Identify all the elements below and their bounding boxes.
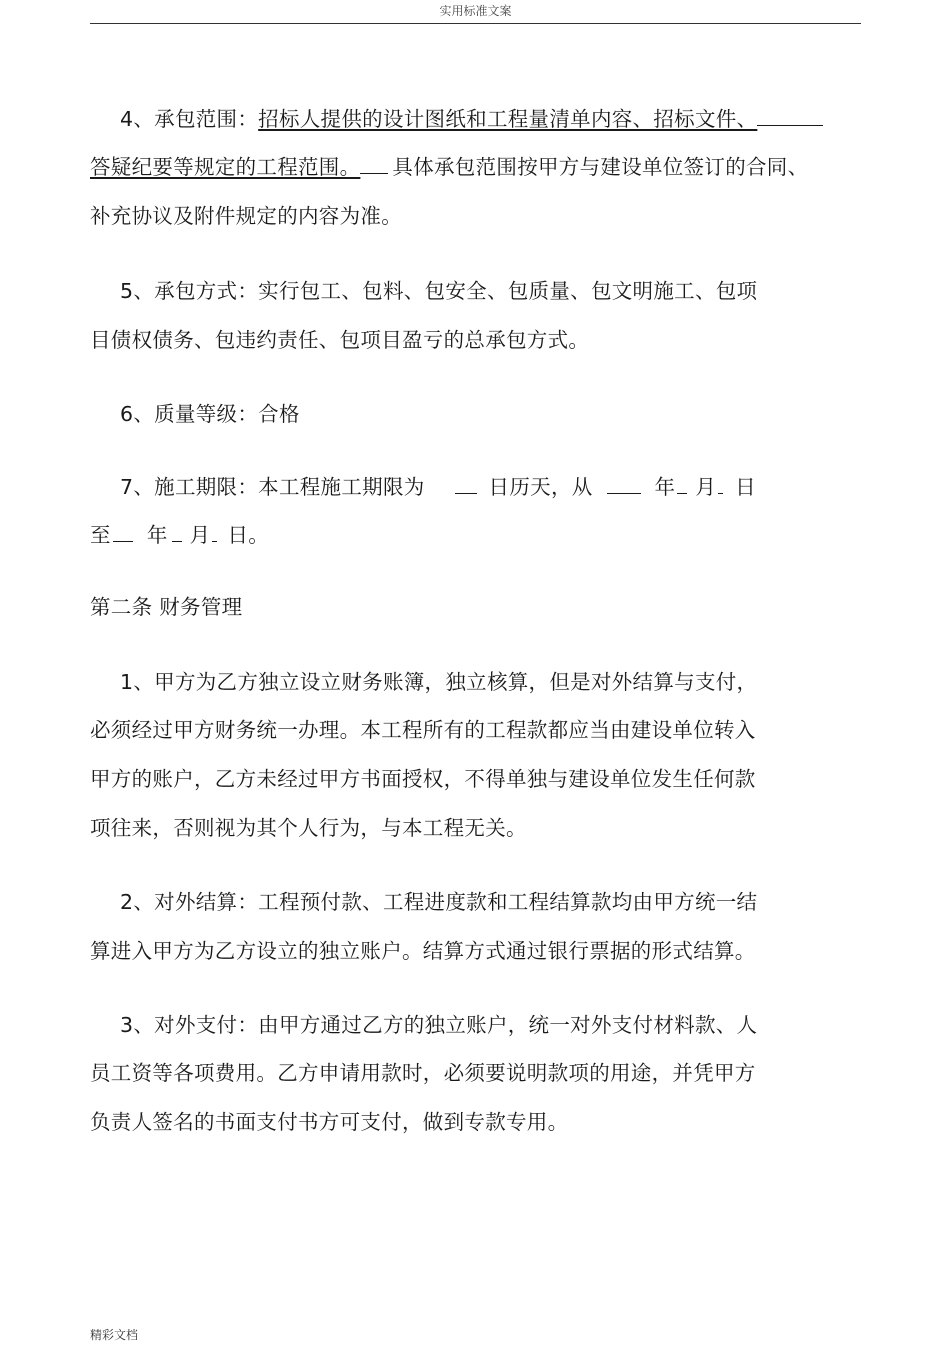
end-month-label: 月 (189, 523, 211, 547)
end-day-label: 日。 (227, 523, 270, 547)
clause-4-text: 具体承包范围按甲方与建设单位签订的合同、 (392, 155, 809, 179)
clause-4-line-1 (120, 106, 823, 132)
underline-fill (757, 111, 823, 126)
finance-1-line-3: 甲方的账户，乙方未经过甲方书面授权，不得单独与建设单位发生任何款 (90, 767, 756, 791)
clause-4-scope-underlined-2: 答疑纪要等规定的工程范围。 (90, 155, 361, 179)
clause-4-scope-underlined: 招标人提供的设计图纸和工程量清单内容、招标文件、 (258, 107, 758, 131)
header-title: 实用标准文案 (439, 4, 512, 18)
clause-5-line-2: 目债权债务、包违约责任、包项目盈亏的总承包方式。 (90, 328, 590, 352)
article-2-heading: 第二条 财务管理 (90, 595, 243, 619)
blank-start-day (718, 479, 723, 494)
finance-3-line-1: 3、对外支付：由甲方通过乙方的独立账户，统一对外支付材料款、人 (120, 1013, 758, 1037)
day-label: 日 (735, 475, 756, 499)
end-year-label: 年 (146, 523, 168, 547)
finance-1-line-4: 项往来，否则视为其个人行为，与本工程无关。 (90, 816, 527, 840)
blank-days (455, 479, 477, 494)
page-header (90, 0, 861, 24)
blank-end-month (172, 527, 182, 542)
finance-2-line-2: 算进入甲方为乙方设立的独立账户。结算方式通过银行票据的形式结算。 (90, 939, 756, 963)
blank-start-month (677, 479, 687, 494)
clause-6: 6、质量等级：合格 (120, 402, 300, 426)
page-footer: 精彩文档 (90, 1328, 139, 1342)
clause-7-label: 7、施工期限：本工程施工期限为 (120, 475, 425, 499)
year-label: 年 (654, 475, 676, 499)
underline-fill-2 (360, 159, 388, 174)
finance-1-line-2: 必须经过甲方财务统一办理。本工程所有的工程款都应当由建设单位转入 (90, 718, 756, 742)
to-label: 至 (90, 523, 111, 547)
clause-4-line-3: 补充协议及附件规定的内容为准。 (90, 204, 402, 228)
blank-end-year (113, 527, 133, 542)
finance-3-line-3: 负责人签名的书面支付书方可支付，做到专款专用。 (90, 1110, 569, 1134)
finance-2-line-1: 2、对外结算：工程预付款、工程进度款和工程结算款均由甲方统一结 (120, 890, 758, 914)
clause-4-label: 4、承包范围： (120, 107, 259, 131)
clause-7-days-text: 日历天，从 (488, 475, 593, 499)
blank-end-day (212, 527, 217, 542)
finance-3-line-2: 员工资等各项费用。乙方申请用款时，必须要说明款项的用途，并凭甲方 (90, 1061, 756, 1085)
clause-7-line-2 (90, 522, 269, 548)
clause-4-line-2 (90, 154, 808, 180)
month-label: 月 (695, 475, 717, 499)
clause-7-line-1 (120, 474, 756, 500)
clause-5-line-1: 5、承包方式：实行包工、包料、包安全、包质量、包文明施工、包项 (120, 279, 758, 303)
blank-start-year (607, 479, 641, 494)
finance-1-line-1: 1、甲方为乙方独立设立财务账簿，独立核算，但是对外结算与支付， (120, 670, 758, 694)
